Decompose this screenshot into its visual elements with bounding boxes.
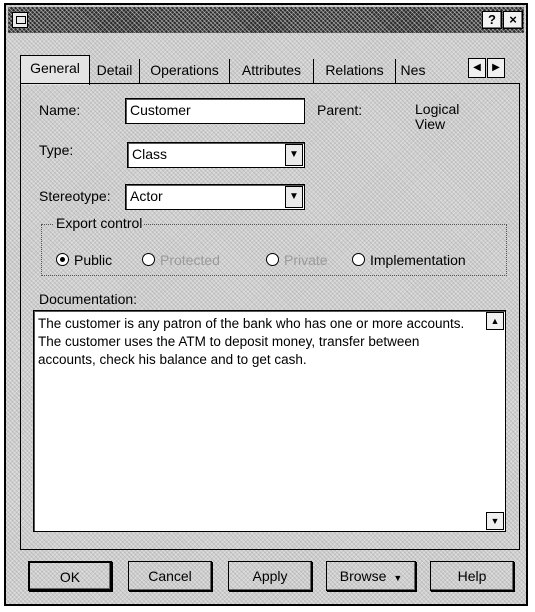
apply-button[interactable]: Apply [228, 561, 312, 591]
specification-dialog [4, 3, 528, 606]
export-control-title: Export control [56, 215, 143, 231]
general-tab-panel [20, 83, 520, 550]
documentation-scrollbar[interactable] [486, 312, 504, 530]
type-value: Class [132, 146, 168, 162]
chevron-down-icon: ▼ [393, 573, 403, 583]
tab-attributes[interactable]: Attributes [230, 59, 314, 83]
radio-public[interactable]: Public [56, 252, 112, 268]
stereotype-select[interactable] [125, 184, 305, 210]
tab-strip [20, 55, 520, 85]
name-input[interactable]: Customer [125, 98, 305, 124]
tab-relations[interactable]: Relations [314, 59, 396, 83]
radio-implementation[interactable]: Implementation [352, 252, 466, 268]
tab-operations[interactable]: Operations [140, 59, 230, 83]
parent-value: Logical View [415, 101, 460, 132]
browse-button[interactable] [326, 561, 416, 591]
radio-private[interactable]: Private [266, 252, 328, 268]
stereotype-label: Stereotype: [39, 188, 111, 204]
scroll-down-button[interactable]: ▼ [486, 512, 504, 530]
tab-nested[interactable]: Nes [400, 62, 426, 78]
cancel-button[interactable]: Cancel [128, 561, 212, 591]
parent-label: Parent: [317, 102, 363, 118]
tab-scroll-left-button[interactable]: ◀ [468, 58, 486, 78]
export-control-group [41, 215, 507, 276]
type-label: Type: [39, 142, 74, 158]
radio-protected[interactable]: Protected [142, 252, 220, 268]
tab-scroll-right-button[interactable]: ▶ [487, 58, 505, 78]
chevron-down-icon[interactable]: ▼ [285, 144, 303, 166]
close-button[interactable]: × [503, 11, 523, 29]
radio-dot-icon [266, 253, 279, 266]
documentation-text: The customer is any patron of the bank who has one or more accounts. The customer uses the ATM to deposit money, transfer between accounts, check his balance and to get cash. [38, 316, 465, 367]
type-select[interactable] [127, 142, 305, 168]
documentation-textarea[interactable] [33, 310, 506, 532]
chevron-down-icon[interactable]: ▼ [285, 186, 303, 208]
window-title [34, 12, 464, 28]
stereotype-value: Actor [130, 188, 163, 204]
documentation-label: Documentation: [39, 291, 138, 307]
help-title-button[interactable]: ? [482, 11, 502, 29]
scroll-up-button[interactable]: ▲ [486, 312, 504, 330]
window-icon [12, 12, 28, 28]
radio-dot-icon [56, 253, 69, 266]
ok-button[interactable]: OK [28, 561, 112, 591]
radio-dot-icon [142, 253, 155, 266]
radio-dot-icon [352, 253, 365, 266]
tab-general[interactable]: General [20, 55, 90, 85]
title-bar[interactable] [8, 7, 524, 33]
browse-label: Browse [339, 568, 387, 584]
help-button[interactable]: Help [430, 561, 514, 591]
name-label: Name: [39, 102, 81, 118]
tab-detail[interactable]: Detail [90, 59, 140, 83]
